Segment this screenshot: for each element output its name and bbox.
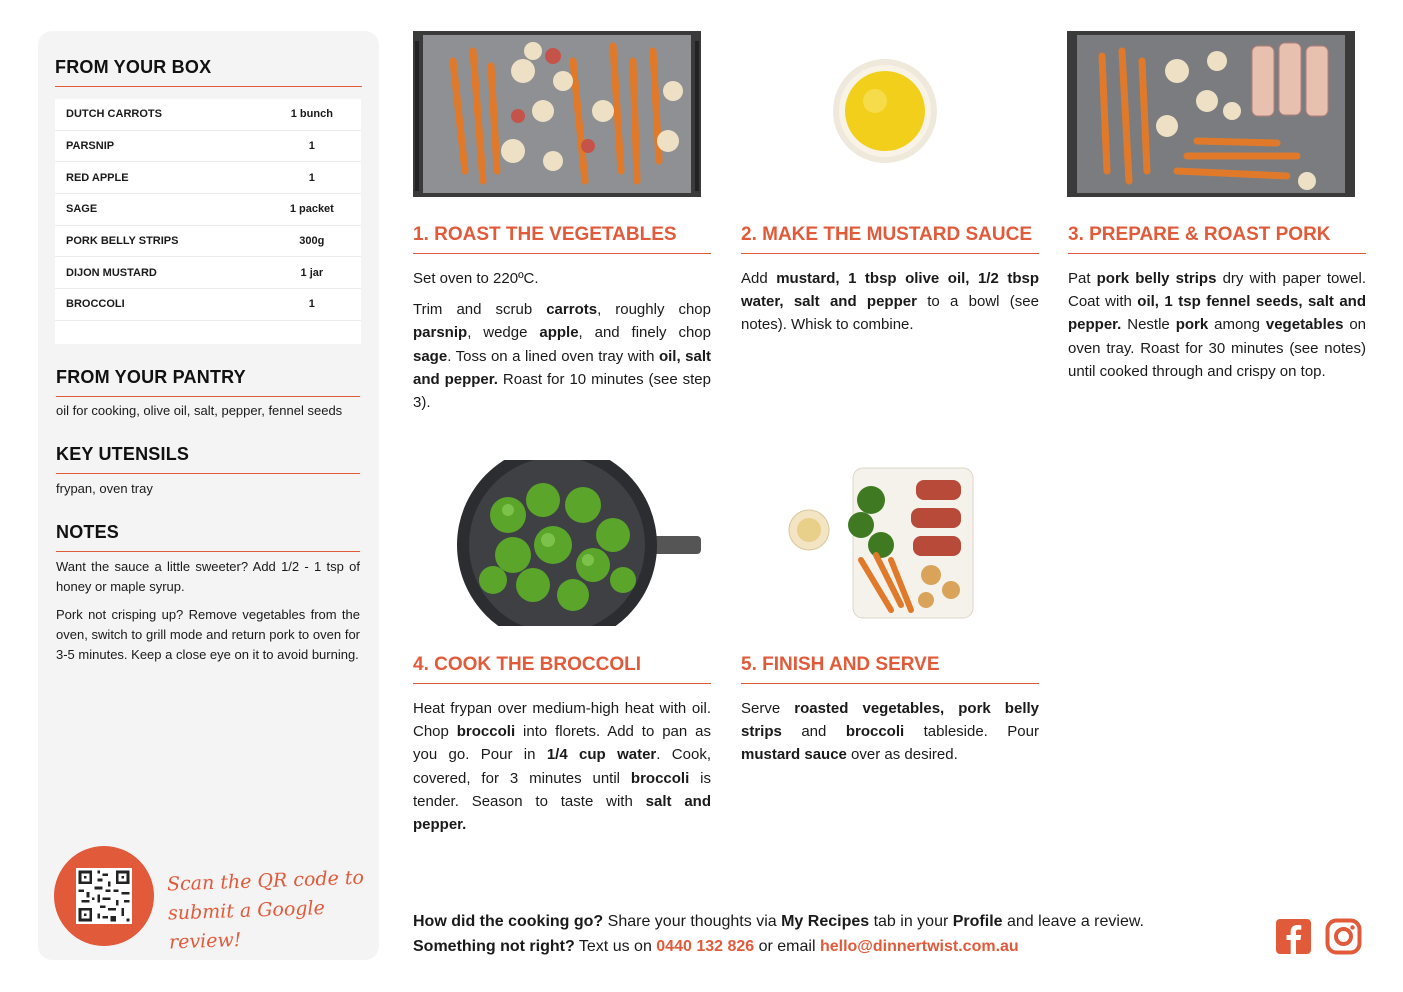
ingredient-row [55, 289, 361, 321]
ingredient-qty: 300g [299, 235, 325, 248]
step-text: dry with paper towel. Coat with [1068, 270, 1366, 311]
ingredient-qty: 1 [308, 298, 315, 311]
step-paragraph [413, 267, 711, 290]
step-text: , wedge [467, 324, 540, 342]
step-5-body [741, 697, 1039, 775]
ingredients-table [55, 99, 361, 344]
ingredient-row [55, 162, 361, 194]
footer-q2: Something not right? [413, 938, 575, 955]
step-paragraph [413, 298, 711, 414]
step-4-body [413, 697, 711, 844]
qr-code[interactable] [76, 868, 132, 924]
ingredient-row [55, 99, 361, 131]
ingredient-name: RED APPLE [66, 171, 129, 184]
qr-badge [54, 846, 154, 946]
step-text: Serve [741, 700, 795, 717]
instagram-icon[interactable] [1325, 918, 1362, 955]
footer-q1: How did the cooking go? [413, 913, 604, 930]
step-bold-text: carrots [546, 301, 598, 319]
step-text: on oven tray. Roast for 30 minutes (see notes) until cooked through and crispy on top. [1068, 316, 1367, 380]
step-bold-text: salt and pepper. [413, 792, 711, 834]
facebook-icon[interactable] [1275, 918, 1312, 955]
step-5-title: 5. FINISH AND SERVE [741, 654, 1039, 684]
footer-line-2 [413, 934, 1144, 959]
step-bold-text: mustard sauce [741, 746, 847, 764]
step-bold-text: roasted vegetables, pork belly strips [741, 700, 1039, 741]
ingredient-name: PARSNIP [66, 140, 115, 153]
ingredient-name: DIJON MUSTARD [66, 266, 157, 279]
step-text: into florets. Add to pan as you go. Pour in [413, 723, 711, 764]
ingredient-qty: 1 jar [300, 266, 324, 279]
step-bold-text: broccoli [630, 769, 690, 787]
step-2-body [741, 267, 1039, 345]
step-3-title: 3. PREPARE & ROAST PORK [1068, 224, 1366, 254]
ingredient-row [55, 257, 361, 289]
ingredient-name: SAGE [66, 203, 98, 216]
ingredient-row [55, 131, 361, 163]
notes-title: NOTES [56, 522, 360, 552]
step-paragraph [741, 267, 1039, 337]
step-bold-text: 1/4 cup water [546, 746, 657, 764]
note-2: Pork not crisping up? Remove vegetables from the oven, switch to grill mode and return pork to oven for 3-5 minutes. Keep a close eye on it to avoid burning. [56, 607, 360, 662]
ingredient-row [55, 226, 361, 258]
step-text: is tender. Season to taste with [413, 769, 711, 810]
from-your-box-title: FROM YOUR BOX [55, 57, 362, 87]
qr-caption-line1: Scan the QR code to [166, 866, 365, 896]
step-text: . Toss on a lined oven tray with [447, 347, 659, 365]
step-3-body [1068, 267, 1366, 391]
step-bold-text: apple [539, 324, 579, 342]
step-text: , roughly chop [597, 301, 711, 319]
footer-line-1 [413, 909, 1144, 934]
broccoli-image [413, 460, 701, 626]
step-text: Roast for 10 minutes (see step 3). [413, 370, 711, 412]
qr-caption [167, 864, 370, 958]
footer-t5: or email [754, 938, 820, 955]
roast-vegetables-image [413, 31, 701, 197]
step-text: to a bowl (see notes). Whisk to combine. [741, 293, 1039, 334]
ingredient-qty: 1 [308, 171, 315, 184]
ingredient-name: PORK BELLY STRIPS [66, 235, 179, 248]
step-text: Trim and scrub [413, 301, 547, 319]
step-paragraph [741, 697, 1039, 767]
notes [56, 557, 360, 673]
step-4-title: 4. COOK THE BROCCOLI [413, 654, 711, 684]
footer-feedback [413, 909, 1144, 959]
footer-profile: Profile [952, 913, 1003, 930]
ingredient-qty: 1 bunch [290, 108, 333, 121]
footer-t2: tab in your [869, 913, 953, 930]
step-text: tableside. Pour [904, 723, 1039, 741]
step-text: over as desired. [846, 746, 958, 764]
footer-t3: and leave a review. [1002, 913, 1144, 930]
ingredient-qty: 1 packet [289, 203, 334, 216]
ingredient-name: DUTCH CARROTS [66, 108, 162, 121]
step-text: Set oven to 220ºC. [413, 270, 539, 287]
step-bold-text: oil, 1 tsp fennel seeds, salt and pepper. [1068, 293, 1366, 334]
ingredient-qty: 1 [308, 140, 315, 153]
pantry-text: oil for cooking, olive oil, salt, pepper, fennel seeds [56, 403, 343, 418]
step-bold-text: pork belly strips [1096, 270, 1217, 287]
step-bold-text: sage [413, 347, 448, 365]
mustard-sauce-image [741, 31, 1039, 197]
step-text: . Cook, covered, for 3 minutes until [413, 746, 711, 787]
step-text: Add [741, 270, 777, 287]
step-bold-text: pork [1175, 316, 1209, 334]
step-text: among [1208, 316, 1266, 334]
step-text: Heat frypan over medium-high heat with oil. Chop [413, 700, 711, 741]
roast-pork-image [1067, 31, 1355, 197]
phone-link[interactable]: 0440 132 826 [656, 938, 755, 955]
step-2-title: 2. MAKE THE MUSTARD SAUCE [741, 224, 1039, 254]
finish-serve-image [741, 460, 1039, 626]
utensils-text: frypan, oven tray [56, 481, 153, 496]
sidebar [38, 31, 379, 960]
step-1-title: 1. ROAST THE VEGETABLES [413, 224, 711, 254]
step-bold-text: broccoli [845, 723, 905, 741]
step-bold-text: oil, salt and pepper. [413, 347, 711, 388]
step-text: Nestle [1121, 316, 1176, 334]
step-bold-text: parsnip [413, 324, 468, 342]
step-bold-text: vegetables [1265, 316, 1344, 334]
step-paragraph [413, 697, 711, 836]
step-bold-text: mustard, 1 tbsp olive oil, 1/2 tbsp water, salt and pepper [741, 270, 1039, 311]
step-text: and [781, 723, 846, 741]
ingredient-name: BROCCOLI [66, 298, 125, 311]
step-text: Pat [1068, 270, 1097, 287]
ingredient-row [55, 194, 361, 226]
email-link[interactable]: hello@dinnertwist.com.au [819, 938, 1019, 955]
footer-t1: Share your thoughts via [603, 913, 782, 930]
step-1-body [413, 267, 711, 422]
qr-caption-line2: submit a Google review! [167, 897, 326, 954]
footer-t4: Text us on [574, 938, 657, 955]
step-paragraph [1068, 267, 1366, 383]
step-bold-text: broccoli [456, 723, 516, 741]
footer-my-recipes: My Recipes [781, 913, 870, 930]
step-text: , and finely chop [578, 324, 711, 342]
note-1: Want the sauce a little sweeter? Add 1/2 - 1 tsp of honey or maple syrup. [56, 559, 360, 594]
key-utensils-title: KEY UTENSILS [56, 444, 360, 474]
from-your-pantry-title: FROM YOUR PANTRY [56, 367, 360, 397]
